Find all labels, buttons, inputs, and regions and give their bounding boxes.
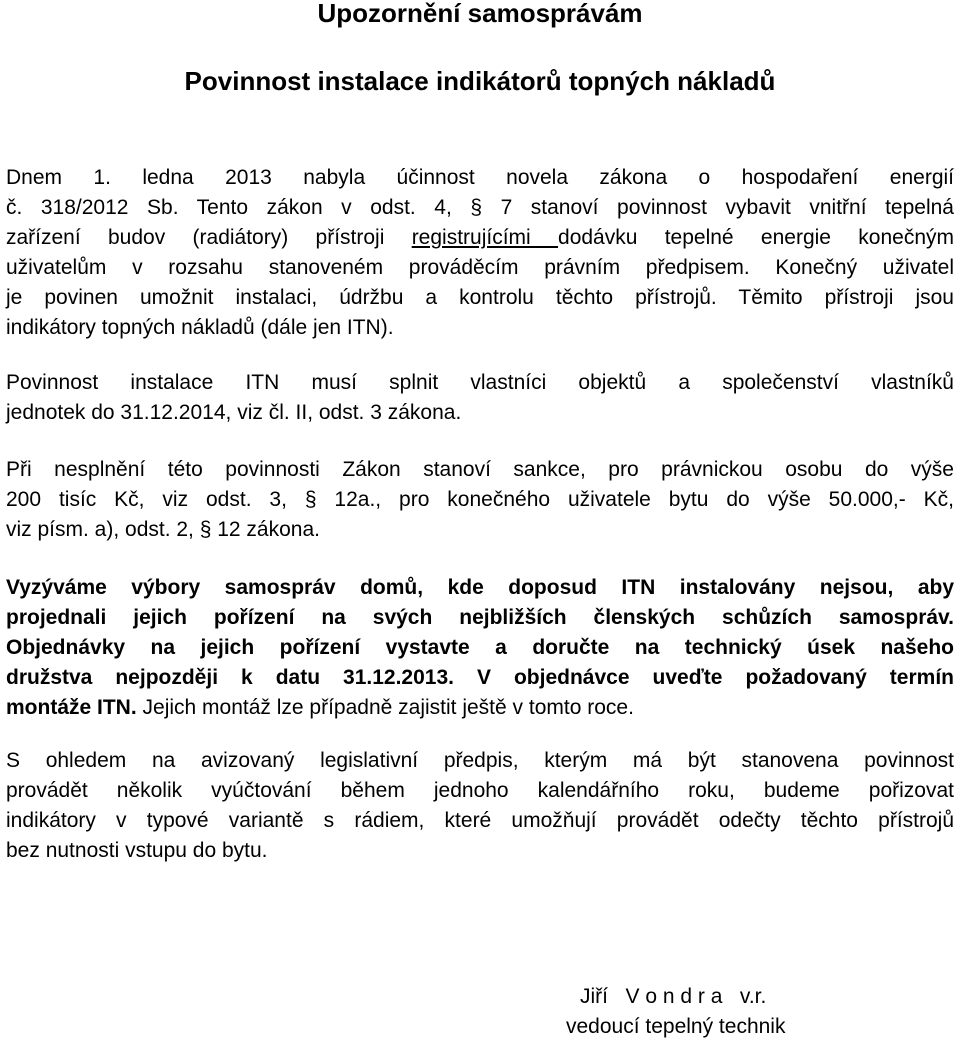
paragraph-line [6,693,954,723]
signature-role: vedoucí tepelný technik [566,1015,786,1038]
underlined-text: registrujícími [411,226,559,249]
paragraph-line: provádět několik vyúčtování během jednoho kalendářního roku, budeme pořizovat [6,779,954,802]
paragraph-line: je povinen umožnit instalaci, údržbu a kontrolu těchto přístrojů. Těmito přístroji jsou [6,286,954,309]
paragraph-line: viz písm. a), odst. 2, § 12 zákona. [6,518,320,541]
bold-text: projednali jejich pořízení na svých nejbližších členských schůzích samospráv. [6,606,954,629]
paragraph-line [6,633,954,663]
paragraph-line: jednotek do 31.12.2014, viz čl. II, odst. 3 zákona. [6,401,462,424]
page-subtitle: Povinnost instalace indikátorů topných nákladů [184,66,776,96]
text-segment: Jejich montáž lze případně zajistit ještě v tomto roce. [136,696,634,719]
paragraph-line: indikátory topných nákladů (dále jen ITN). [6,316,394,339]
bold-text: Vyzýváme výbory samospráv domů, kde doposud ITN instalovány nejsou, aby [6,576,954,599]
text-segment: dodávku tepelné energie konečným [558,226,954,249]
signature-name: Jiří V o n d r a v.r. [580,985,767,1008]
page-title: Upozornění samosprávám [317,0,643,28]
paragraph-line: č. 318/2012 Sb. Tento zákon v odst. 4, § 7 stanoví povinnost vybavit vnitřní tepelná [6,196,954,219]
paragraph-line [6,603,954,633]
paragraph-line: uživatelům v rozsahu stanoveném prováděcím právním předpisem. Konečný uživatel [6,256,954,279]
signature-block [566,982,785,1042]
paragraph-line [6,223,954,253]
paragraph-line: 200 tisíc Kč, viz odst. 3, § 12a., pro konečného uživatele bytu do výše 50.000,- Kč, [6,488,954,511]
paragraph-call-to-action [6,573,954,723]
paragraph-line: S ohledem na avizovaný legislativní předpis, kterým má být stanovena povinnost [6,749,954,772]
bold-text: družstva nejpozději k datu 31.12.2013. V objednávce uveďte požadovaný termín [6,666,954,689]
paragraph-law-intro [6,163,954,343]
text-segment: zařízení budov (radiátory) přístroji [6,226,412,249]
paragraph-line: Dnem 1. ledna 2013 nabyla účinnost novela zákona o hospodaření energií [6,166,954,189]
paragraph-radio-variant [6,746,954,866]
paragraph-sanctions [6,455,954,545]
paragraph-line: Při nesplnění této povinnosti Zákon stanoví sankce, pro právnickou osobu do výše [6,458,954,481]
bold-text: Objednávky na jejich pořízení vystavte a doručte na technický úsek našeho [6,636,954,659]
paragraph-line: Povinnost instalace ITN musí splnit vlastníci objektů a společenství vlastníků [6,371,954,394]
paragraph-line: indikátory v typové variantě s rádiem, které umožňují provádět odečty těchto přístrojů [6,809,954,832]
bold-text: montáže ITN. [6,696,137,719]
paragraph-line: bez nutnosti vstupu do bytu. [6,839,268,862]
paragraph-line [6,573,954,603]
paragraph-obligation [6,368,954,428]
paragraph-line [6,663,954,693]
